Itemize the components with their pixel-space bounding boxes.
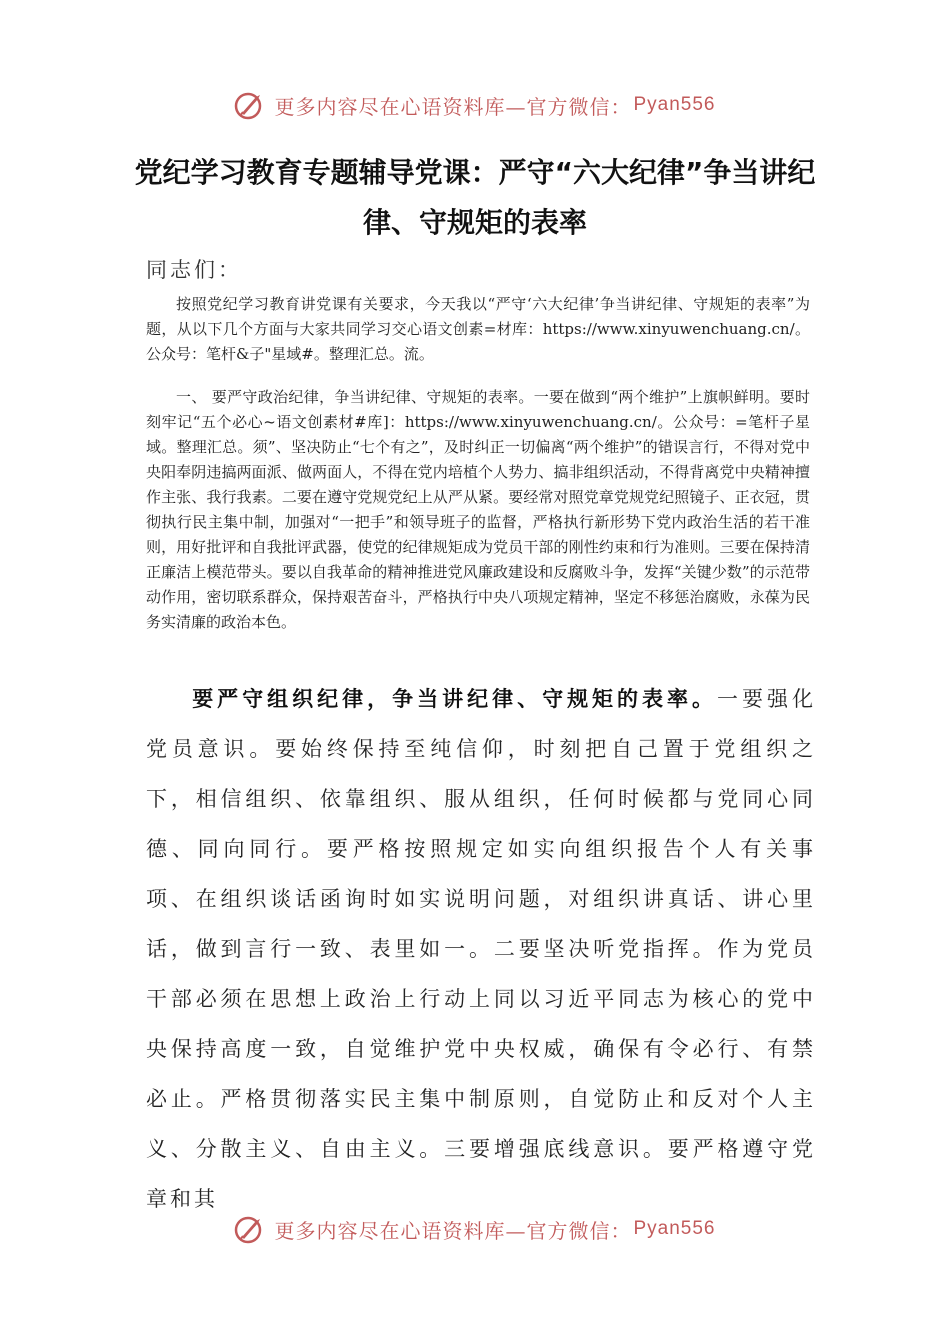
intro-paragraph: 按照党纪学习教育讲党课有关要求，今天我以“严守‘六大纪律’争当讲纪律、守规矩的表率”为题，从以下几个方面与大家共同学习交心语文创素=材库：https://www.xinyuwenchuang.cn/。公众号：笔杆&子"星域#。整理汇总。流。 [146,295,810,363]
watermark-brand: Pyan556 [633,1218,716,1239]
watermark-banner-top [0,80,950,130]
section-2-body: 一要强化党员意识。要始终保持至纯信仰，时刻把自己置于党组织之下，相信组织、依靠组织、服从组织，任何时候都与党同心同德、同向同行。要严格按照规定如实向组织报告个人有关事项、在组织谈话函询时如实说明问题，对组织讲真话、讲心里话，做到言行一致、表里如一。二要坚决听党指挥。作为党员干部必须在思想上政治上行动上同以习近平同志为核心的党中央保持高度一致，自觉维护党中央权威，确保有令必行、有禁必止。严格贯彻落实民主集中制原则，自觉防止和反对个人主义、分散主义、自由主义。三要增强底线意识。要严格遵守党章和其 [146,687,817,1211]
section-1-paragraph: 一、 要严守政治纪律，争当讲纪律、守规矩的表率。一要在做到“两个维护”上旗帜鲜明。要时刻牢记“五个必心~语文创素材#库]：https://www.xinyuwenchuang.cn/。公众号：=笔杆子星域。整理汇总。须”、坚决防止“七个有之”，及时纠正一切偏离“两个维护”的错误言行，不得对党中央阳奉阴违搞两面派、做两面人，不得在党内培植个人势力、搞非组织活动，不得背离党中央精神擅作主张、我行我素。二要在遵守党规党纪上从严从紧。要经常对照党章党规党纪照镜子、正衣冠，贯彻执行民主集中制，加强对“一把手”和领导班子的监督，严格执行新形势下党内政治生活的若干准则，用好批评和自我批评武器，使党的纪律规矩成为党员干部的刚性约束和行为准则。三要在保持清正廉洁上模范带头。要以自我革命的精神推进党风廉政建设和反腐败斗争，发挥“关键少数”的示范带动作用，密切联系群众，保持艰苦奋斗，严格执行中央八项规定精神，坚定不移惩治腐败，永葆为民务实清廉的政治本色。 [146,388,810,631]
watermark-banner-bottom [0,1204,950,1254]
watermark-text: 更多内容尽在心语资料库—官方微信： [274,1218,632,1243]
watermark-text: 更多内容尽在心语资料库—官方微信： [274,94,632,119]
document-title: 党纪学习教育专题辅导党课：严守“六大纪律”争当讲纪律、守规矩的表率 [134,156,816,239]
section-2-heading: 要严守组织纪律，争当讲纪律、守规矩的表率。 [192,686,718,711]
section-2-paragraph [146,674,816,1224]
greeting: 同志们： [146,258,242,282]
watermark-brand: Pyan556 [633,94,716,115]
pen-logo-icon [234,89,266,121]
pen-logo-icon [234,1213,266,1245]
